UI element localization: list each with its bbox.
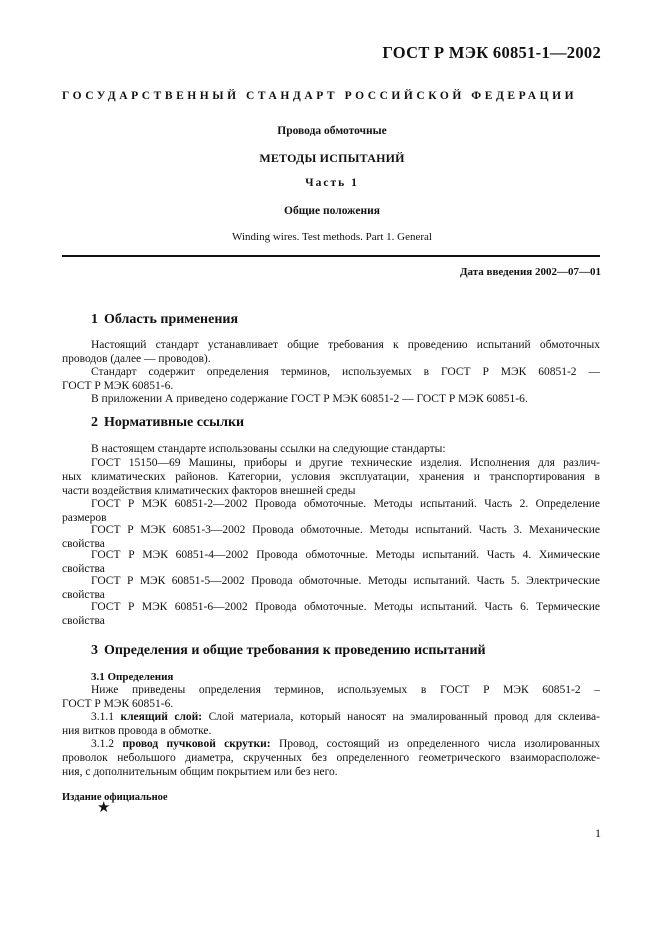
reference-item: [62, 601, 600, 629]
text-line: ных климатических районов. Категории, условия эксплуатации, хранения и транспортирования в: [62, 470, 600, 483]
text-line: [62, 738, 600, 752]
document-part-title: Общие положения: [284, 205, 380, 217]
definition-term: клеящий слой:: [120, 711, 203, 723]
text-line: ния витков провода в обмотке.: [62, 724, 212, 737]
text-line: ГОСТ Р МЭК 60851-6.: [62, 697, 174, 710]
text-line: свойства: [62, 537, 105, 550]
section-1-paragraph-2: [62, 366, 600, 394]
definition-number: 3.1.2: [91, 738, 114, 750]
star-icon: ★: [97, 800, 111, 816]
text-line: В приложении А приведено содержание ГОСТ Р МЭК 60851-2 — ГОСТ Р МЭК 60851-6.: [91, 393, 528, 405]
text-line: ГОСТ Р МЭК 60851-5—2002 Провода обмоточные. Методы испытаний. Часть 5. Электрические: [91, 575, 600, 587]
header-rule: [62, 255, 600, 257]
definition-3-1-1: [62, 711, 600, 739]
text-line: ГОСТ Р МЭК 60851-6—2002 Провода обмоточные. Методы испытаний. Часть 6. Термические: [91, 601, 600, 613]
section-title: Определения и общие требования к проведению испытаний: [104, 643, 486, 658]
document-part: Часть 1: [305, 177, 359, 189]
section-number: 1: [91, 312, 98, 327]
state-standard-title: ГОСУДАРСТВЕННЫЙ СТАНДАРТ РОССИЙСКОЙ ФЕДЕРАЦИИ: [62, 90, 578, 102]
reference-item: [62, 498, 600, 526]
definition-text: Провод, состоящий из определенного числа изолированных: [278, 738, 600, 750]
section-1-paragraph-1: [62, 339, 600, 367]
text-line: свойства: [62, 562, 105, 575]
document-title: МЕТОДЫ ИСПЫТАНИЙ: [259, 151, 405, 165]
text-line: ГОСТ Р МЭК 60851-2—2002 Провода обмоточные. Методы испытаний. Часть 2. Определение: [91, 498, 600, 510]
section-1-paragraph-3: [62, 393, 600, 407]
definition-text: Слой материала, который наносят на эмалированный провод для склеива-: [208, 711, 600, 723]
document-subject: Провода обмоточные: [277, 125, 387, 137]
definition-term: провод пучковой скрутки:: [122, 738, 271, 750]
document-number: ГОСТ Р МЭК 60851-1—2002: [382, 43, 601, 62]
text-line: Ниже приведены определения терминов, используемых в ГОСТ Р МЭК 60851-2 –: [91, 684, 600, 696]
english-title: Winding wires. Test methods. Part 1. General: [232, 231, 432, 243]
reference-item: [62, 549, 600, 577]
definition-3-1-2: [62, 738, 600, 779]
text-line: размеров: [62, 511, 107, 524]
text-line: проволок небольшого диаметра, скрученных без определенного геометрического взаиморасположе-: [62, 751, 600, 764]
text-line: ГОСТ 15150—69 Машины, приборы и другие технические изделия. Исполнения для различ-: [91, 457, 600, 469]
section-3-heading: [91, 643, 486, 659]
section-3-paragraph-1: [62, 684, 600, 712]
introduction-date: Дата введения 2002—07—01: [459, 266, 601, 278]
text-line: ГОСТ Р МЭК 60851-4—2002 Провода обмоточные. Методы испытаний. Часть 4. Химические: [91, 549, 600, 561]
text-line: ГОСТ Р МЭК 60851-6.: [62, 379, 174, 392]
text-line: ГОСТ Р МЭК 60851-3—2002 Провода обмоточные. Методы испытаний. Часть 3. Механические: [91, 524, 600, 536]
text-line: свойства: [62, 588, 105, 601]
reference-item: [62, 575, 600, 603]
text-line: проводов (далее — проводов).: [62, 352, 211, 365]
text-line: свойства: [62, 614, 105, 627]
section-2-intro: [62, 443, 600, 457]
section-number: 3: [91, 643, 98, 658]
text-line: части воздействия климатических факторов внешней среды: [62, 484, 356, 497]
official-edition-label: Издание официальное: [62, 792, 168, 803]
subsection-3-1-heading: 3.1 Определения: [91, 671, 174, 683]
reference-item: [62, 524, 600, 552]
text-line: В настоящем стандарте использованы ссылки на следующие стандарты:: [91, 443, 446, 455]
section-1-heading: [91, 312, 238, 328]
text-line: [62, 711, 600, 725]
section-2-heading: [91, 415, 244, 431]
section-title: Нормативные ссылки: [104, 415, 245, 430]
page-number: 1: [595, 826, 601, 840]
text-line: Настоящий стандарт устанавливает общие требования к проведению испытаний обмоточных: [91, 339, 600, 351]
reference-item: [62, 457, 600, 498]
text-line: ния, с дополнительным общим покрытием или без него.: [62, 765, 338, 778]
definition-number: 3.1.1: [91, 711, 114, 723]
section-title: Область применения: [104, 312, 239, 327]
section-number: 2: [91, 415, 98, 430]
text-line: Стандарт содержит определения терминов, используемых в ГОСТ Р МЭК 60851-2 —: [91, 366, 600, 378]
